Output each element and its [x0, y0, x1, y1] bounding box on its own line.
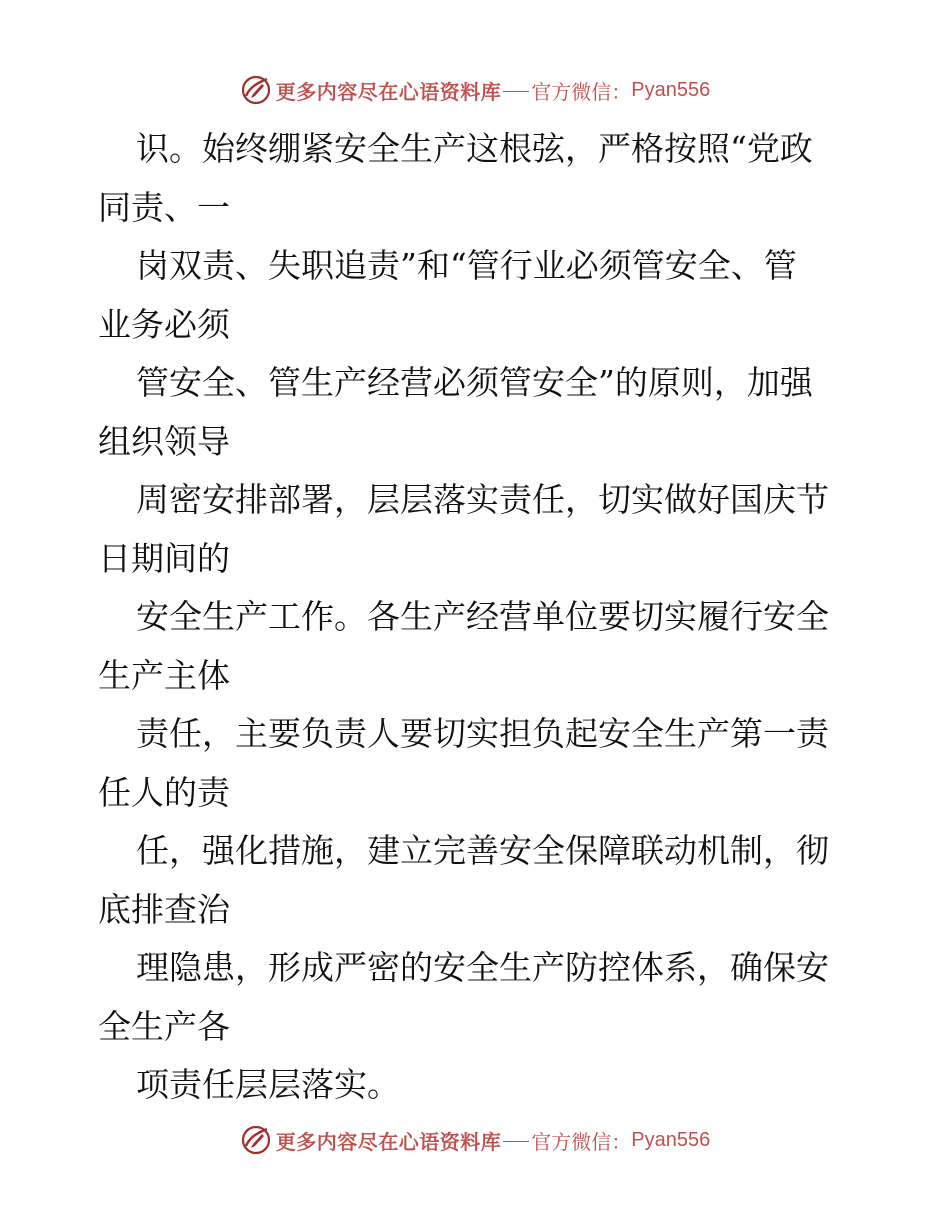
text-line: 周密安排部署，层层落实责任，切实做好国庆节	[136, 480, 829, 519]
text-line: 任人的责	[98, 772, 230, 812]
watermark-wechat-id: Pyan556	[631, 78, 711, 101]
text-line: 管安全、管生产经营必须管安全”的原则，加强	[136, 363, 813, 402]
watermark-dash	[503, 1141, 529, 1142]
text-line: 生产主体	[98, 655, 230, 695]
watermark-brand-text: 更多内容尽在心语资料库	[275, 1129, 502, 1154]
text-line: 安全生产工作。各生产经营单位要切实履行安全	[136, 597, 829, 636]
text-line: 责任，主要负责人要切实担负起安全生产第一责	[136, 714, 829, 753]
text-line: 任，强化措施，建立完善安全保障联动机制，彻	[136, 831, 829, 870]
watermark-dash	[503, 91, 529, 92]
footer-watermark	[0, 1120, 950, 1160]
text-line: 项责任层层落实。	[136, 1065, 400, 1104]
pen-logo-icon	[240, 1124, 272, 1156]
text-line: 业务必须	[98, 304, 230, 344]
pen-logo-icon	[240, 74, 272, 106]
text-line: 识。始终绷紧安全生产这根弦，严格按照“党政	[136, 129, 813, 168]
text-line: 组织领导	[98, 421, 230, 461]
watermark-wechat-id: Pyan556	[631, 1128, 711, 1151]
text-line: 全生产各	[98, 1006, 230, 1046]
watermark-brand-text: 更多内容尽在心语资料库	[275, 79, 502, 104]
watermark-contact-label: 官方微信：	[531, 79, 632, 104]
text-line: 同责、一	[98, 187, 230, 227]
text-line: 底排查治	[98, 889, 230, 929]
document-body	[98, 120, 858, 1115]
text-line: 日期间的	[98, 538, 230, 578]
text-line: 岗双责、失职追责”和“管行业必须管安全、管	[136, 246, 797, 285]
watermark-contact-label: 官方微信：	[531, 1129, 632, 1154]
text-line: 理隐患，形成严密的安全生产防控体系，确保安	[136, 948, 829, 987]
header-watermark	[0, 70, 950, 110]
